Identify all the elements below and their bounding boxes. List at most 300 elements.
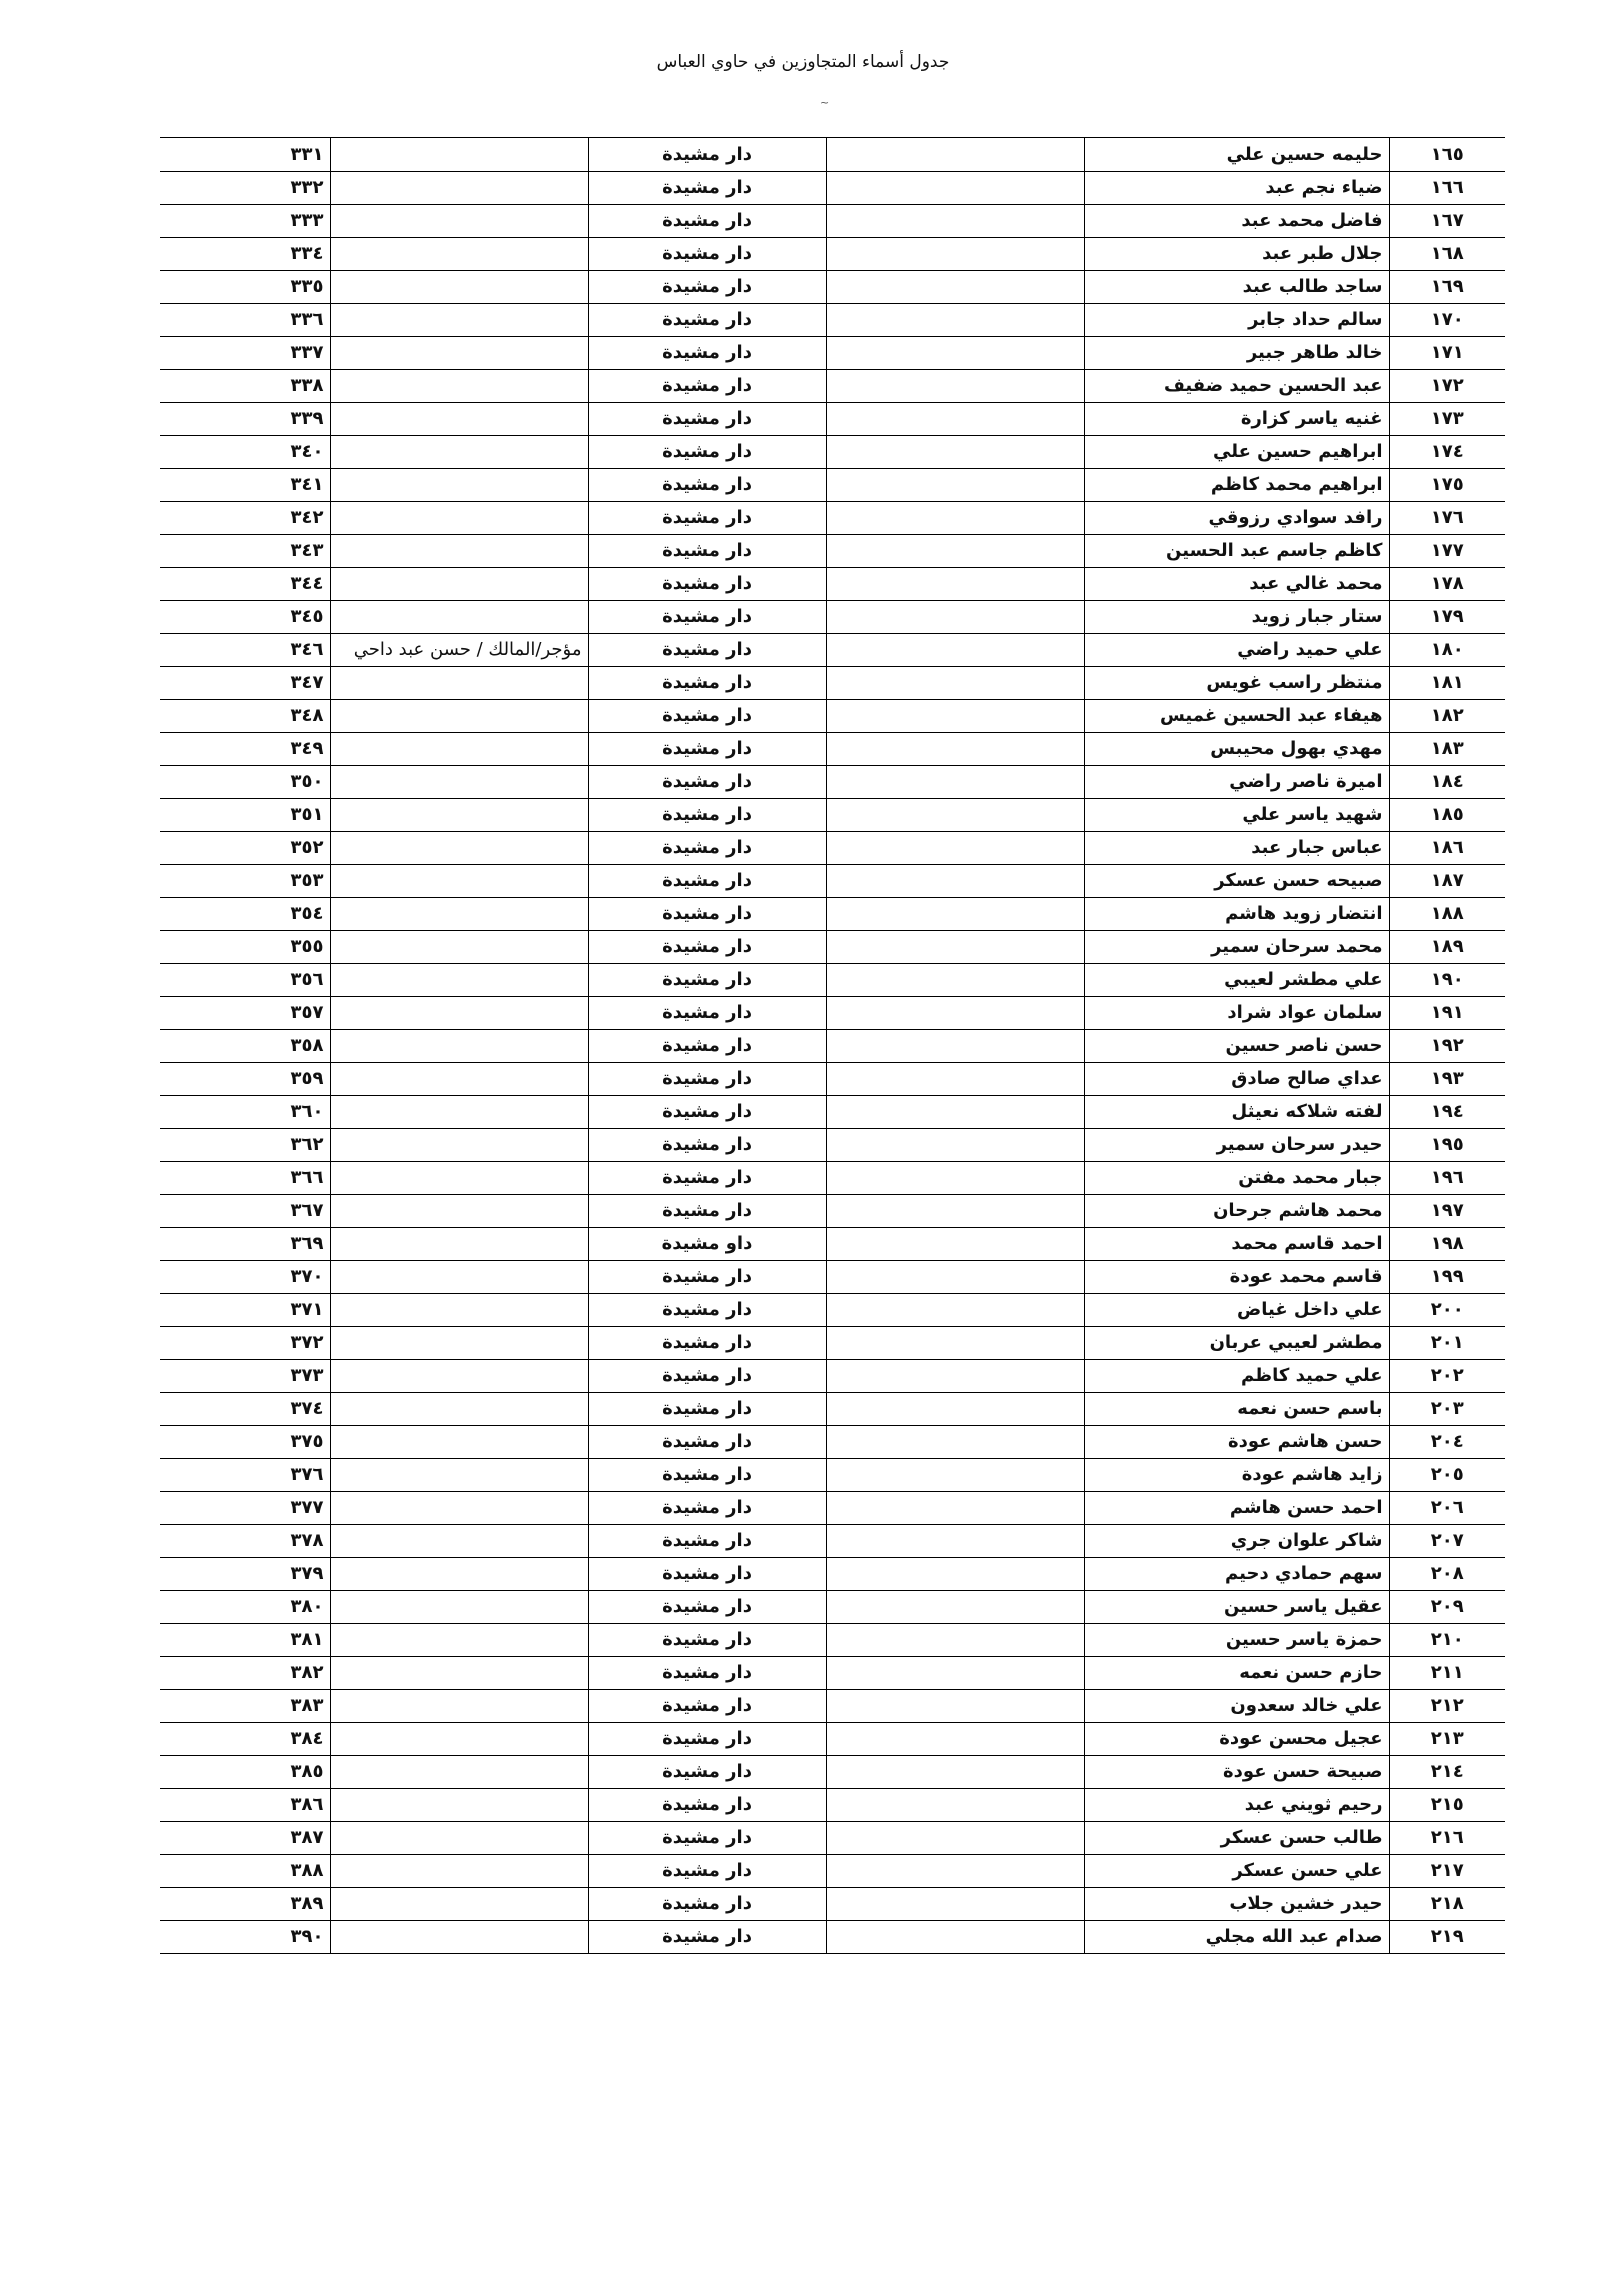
property-type: دار مشيدة xyxy=(588,732,826,765)
person-name: علي داخل غياض xyxy=(1084,1293,1389,1326)
table-row xyxy=(160,1524,1505,1557)
property-type: دار مشيدة xyxy=(588,336,826,369)
left-record-number: ٣٨٨ xyxy=(160,1854,330,1887)
table-row xyxy=(160,1359,1505,1392)
right-record-number: ٢١١ xyxy=(1389,1656,1505,1689)
empty-cell xyxy=(826,1689,1084,1722)
note-cell xyxy=(330,600,588,633)
table-row xyxy=(160,699,1505,732)
property-type: دار مشيدة xyxy=(588,1260,826,1293)
table-row xyxy=(160,435,1505,468)
table-row xyxy=(160,303,1505,336)
right-record-number: ١٩٧ xyxy=(1389,1194,1505,1227)
right-record-number: ٢٠٣ xyxy=(1389,1392,1505,1425)
table-row xyxy=(160,996,1505,1029)
empty-cell xyxy=(826,1887,1084,1920)
title-mark: ~ xyxy=(820,96,830,109)
property-type: داو مشيدة xyxy=(588,1227,826,1260)
records-table-body xyxy=(160,138,1505,1953)
note-cell xyxy=(330,501,588,534)
person-name: حليمه حسين علي xyxy=(1084,138,1389,171)
left-record-number: ٣٣٦ xyxy=(160,303,330,336)
right-record-number: ٢١٩ xyxy=(1389,1920,1505,1953)
table-row xyxy=(160,1590,1505,1623)
person-name: علي خالد سعدون xyxy=(1084,1689,1389,1722)
note-cell xyxy=(330,1656,588,1689)
left-record-number: ٣٥٥ xyxy=(160,930,330,963)
property-type: دار مشيدة xyxy=(588,666,826,699)
person-name: اميرة ناصر راضي xyxy=(1084,765,1389,798)
empty-cell xyxy=(826,633,1084,666)
note-cell xyxy=(330,1788,588,1821)
table-row xyxy=(160,1788,1505,1821)
property-type: دار مشيدة xyxy=(588,1095,826,1128)
right-record-number: ١٧٥ xyxy=(1389,468,1505,501)
note-cell xyxy=(330,1689,588,1722)
property-type: دار مشيدة xyxy=(588,1920,826,1953)
property-type: دار مشيدة xyxy=(588,930,826,963)
table-row xyxy=(160,1821,1505,1854)
person-name: سالم حداد جابر xyxy=(1084,303,1389,336)
left-record-number: ٣٦٦ xyxy=(160,1161,330,1194)
left-record-number: ٣٣٥ xyxy=(160,270,330,303)
right-record-number: ٢٠٩ xyxy=(1389,1590,1505,1623)
property-type: دار مشيدة xyxy=(588,1392,826,1425)
left-record-number: ٣٣٩ xyxy=(160,402,330,435)
left-record-number: ٣٤٧ xyxy=(160,666,330,699)
empty-cell xyxy=(826,1326,1084,1359)
empty-cell xyxy=(826,171,1084,204)
right-record-number: ١٨٦ xyxy=(1389,831,1505,864)
table-row xyxy=(160,138,1505,171)
records-table xyxy=(160,138,1505,1954)
note-cell: مؤجر/المالك / حسن عبد داحي xyxy=(330,633,588,666)
note-cell xyxy=(330,798,588,831)
empty-cell xyxy=(826,270,1084,303)
right-record-number: ٢٠٢ xyxy=(1389,1359,1505,1392)
empty-cell xyxy=(826,1854,1084,1887)
table-row xyxy=(160,1656,1505,1689)
table-row xyxy=(160,567,1505,600)
left-record-number: ٣٧٨ xyxy=(160,1524,330,1557)
empty-cell xyxy=(826,1722,1084,1755)
empty-cell xyxy=(826,1557,1084,1590)
person-name: عباس جبار عبد xyxy=(1084,831,1389,864)
person-name: لفته شلاكه نعيثل xyxy=(1084,1095,1389,1128)
left-record-number: ٣٥٧ xyxy=(160,996,330,1029)
empty-cell xyxy=(826,369,1084,402)
note-cell xyxy=(330,732,588,765)
empty-cell xyxy=(826,1458,1084,1491)
table-row xyxy=(160,1689,1505,1722)
empty-cell xyxy=(826,732,1084,765)
property-type: دار مشيدة xyxy=(588,369,826,402)
right-record-number: ١٨٩ xyxy=(1389,930,1505,963)
property-type: دار مشيدة xyxy=(588,765,826,798)
person-name: عقيل ياسر حسين xyxy=(1084,1590,1389,1623)
table-row xyxy=(160,171,1505,204)
empty-cell xyxy=(826,138,1084,171)
left-record-number: ٣٧٣ xyxy=(160,1359,330,1392)
property-type: دار مشيدة xyxy=(588,798,826,831)
left-record-number: ٣٥٨ xyxy=(160,1029,330,1062)
table-row xyxy=(160,1755,1505,1788)
note-cell xyxy=(330,567,588,600)
note-cell xyxy=(330,1293,588,1326)
note-cell xyxy=(330,1062,588,1095)
left-record-number: ٣٥١ xyxy=(160,798,330,831)
property-type: دار مشيدة xyxy=(588,1458,826,1491)
empty-cell xyxy=(826,237,1084,270)
note-cell xyxy=(330,1887,588,1920)
right-record-number: ٢٠٦ xyxy=(1389,1491,1505,1524)
property-type: دار مشيدة xyxy=(588,1128,826,1161)
empty-cell xyxy=(826,1656,1084,1689)
right-record-number: ٢١٢ xyxy=(1389,1689,1505,1722)
note-cell xyxy=(330,1359,588,1392)
left-record-number: ٣٨٤ xyxy=(160,1722,330,1755)
person-name: عبد الحسين حميد ضفيف xyxy=(1084,369,1389,402)
property-type: دار مشيدة xyxy=(588,831,826,864)
empty-cell xyxy=(826,468,1084,501)
right-record-number: ١٧١ xyxy=(1389,336,1505,369)
table-row xyxy=(160,963,1505,996)
person-name: عجيل محسن عودة xyxy=(1084,1722,1389,1755)
property-type: دار مشيدة xyxy=(588,204,826,237)
property-type: دار مشيدة xyxy=(588,567,826,600)
empty-cell xyxy=(826,699,1084,732)
right-record-number: ١٨٠ xyxy=(1389,633,1505,666)
empty-cell xyxy=(826,1128,1084,1161)
property-type: دار مشيدة xyxy=(588,1359,826,1392)
empty-cell xyxy=(826,798,1084,831)
property-type: دار مشيدة xyxy=(588,1524,826,1557)
note-cell xyxy=(330,897,588,930)
table-row xyxy=(160,402,1505,435)
note-cell xyxy=(330,1557,588,1590)
left-record-number: ٣٥٩ xyxy=(160,1062,330,1095)
empty-cell xyxy=(826,567,1084,600)
left-record-number: ٣٣٣ xyxy=(160,204,330,237)
property-type: دار مشيدة xyxy=(588,270,826,303)
right-record-number: ٢٠١ xyxy=(1389,1326,1505,1359)
left-record-number: ٣٨٥ xyxy=(160,1755,330,1788)
note-cell xyxy=(330,1128,588,1161)
property-type: دار مشيدة xyxy=(588,1590,826,1623)
note-cell xyxy=(330,1590,588,1623)
right-record-number: ١٨٤ xyxy=(1389,765,1505,798)
person-name: زايد هاشم عودة xyxy=(1084,1458,1389,1491)
person-name: علي حميد راضي xyxy=(1084,633,1389,666)
note-cell xyxy=(330,1722,588,1755)
records-table-wrapper xyxy=(160,137,1505,2150)
note-cell xyxy=(330,930,588,963)
left-record-number: ٣٦٧ xyxy=(160,1194,330,1227)
property-type: دار مشيدة xyxy=(588,1689,826,1722)
table-row xyxy=(160,534,1505,567)
person-name: ابراهيم محمد كاظم xyxy=(1084,468,1389,501)
empty-cell xyxy=(826,600,1084,633)
right-record-number: ١٩٥ xyxy=(1389,1128,1505,1161)
property-type: دار مشيدة xyxy=(588,864,826,897)
property-type: دار مشيدة xyxy=(588,468,826,501)
property-type: دار مشيدة xyxy=(588,1293,826,1326)
property-type: دار مشيدة xyxy=(588,1062,826,1095)
table-row xyxy=(160,1161,1505,1194)
property-type: دار مشيدة xyxy=(588,1194,826,1227)
note-cell xyxy=(330,1392,588,1425)
left-record-number: ٣٤٣ xyxy=(160,534,330,567)
empty-cell xyxy=(826,1491,1084,1524)
empty-cell xyxy=(826,534,1084,567)
empty-cell xyxy=(826,435,1084,468)
property-type: دار مشيدة xyxy=(588,501,826,534)
table-row xyxy=(160,1425,1505,1458)
property-type: دار مشيدة xyxy=(588,402,826,435)
person-name: باسم حسن نعمه xyxy=(1084,1392,1389,1425)
table-row xyxy=(160,930,1505,963)
table-row xyxy=(160,1062,1505,1095)
note-cell xyxy=(330,1260,588,1293)
person-name: ضياء نجم عبد xyxy=(1084,171,1389,204)
note-cell xyxy=(330,1623,588,1656)
left-record-number: ٣٣٧ xyxy=(160,336,330,369)
property-type: دار مشيدة xyxy=(588,1491,826,1524)
note-cell xyxy=(330,534,588,567)
right-record-number: ١٦٧ xyxy=(1389,204,1505,237)
person-name: سلمان عواد شراد xyxy=(1084,996,1389,1029)
right-record-number: ٢١٧ xyxy=(1389,1854,1505,1887)
note-cell xyxy=(330,369,588,402)
person-name: محمد هاشم جرحان xyxy=(1084,1194,1389,1227)
right-record-number: ٢٠٧ xyxy=(1389,1524,1505,1557)
empty-cell xyxy=(826,963,1084,996)
left-record-number: ٣٤٤ xyxy=(160,567,330,600)
property-type: دار مشيدة xyxy=(588,1854,826,1887)
right-record-number: ١٩٨ xyxy=(1389,1227,1505,1260)
empty-cell xyxy=(826,1788,1084,1821)
table-row xyxy=(160,831,1505,864)
table-row xyxy=(160,1194,1505,1227)
note-cell xyxy=(330,270,588,303)
right-record-number: ١٧٢ xyxy=(1389,369,1505,402)
property-type: دار مشيدة xyxy=(588,1623,826,1656)
left-record-number: ٣٥٠ xyxy=(160,765,330,798)
property-type: دار مشيدة xyxy=(588,1425,826,1458)
person-name: علي حسن عسكر xyxy=(1084,1854,1389,1887)
table-row xyxy=(160,1029,1505,1062)
note-cell xyxy=(330,831,588,864)
person-name: سهم حمادي دحيم xyxy=(1084,1557,1389,1590)
empty-cell xyxy=(826,501,1084,534)
right-record-number: ٢٠٥ xyxy=(1389,1458,1505,1491)
left-record-number: ٣٧١ xyxy=(160,1293,330,1326)
person-name: ساجد طالب عبد xyxy=(1084,270,1389,303)
note-cell xyxy=(330,402,588,435)
right-record-number: ٢١٥ xyxy=(1389,1788,1505,1821)
table-row xyxy=(160,666,1505,699)
right-record-number: ١٨٢ xyxy=(1389,699,1505,732)
property-type: دار مشيدة xyxy=(588,534,826,567)
table-row xyxy=(160,1227,1505,1260)
table-row xyxy=(160,864,1505,897)
empty-cell xyxy=(826,1293,1084,1326)
right-record-number: ١٦٩ xyxy=(1389,270,1505,303)
right-record-number: ٢١٣ xyxy=(1389,1722,1505,1755)
note-cell xyxy=(330,1095,588,1128)
table-row xyxy=(160,1557,1505,1590)
property-type: دار مشيدة xyxy=(588,963,826,996)
person-name: قاسم محمد عودة xyxy=(1084,1260,1389,1293)
right-record-number: ١٧٧ xyxy=(1389,534,1505,567)
note-cell xyxy=(330,1425,588,1458)
left-record-number: ٣٤٠ xyxy=(160,435,330,468)
note-cell xyxy=(330,765,588,798)
note-cell xyxy=(330,1524,588,1557)
person-name: محمد غالي عبد xyxy=(1084,567,1389,600)
person-name: طالب حسن عسكر xyxy=(1084,1821,1389,1854)
table-row xyxy=(160,1260,1505,1293)
property-type: دار مشيدة xyxy=(588,1326,826,1359)
empty-cell xyxy=(826,1260,1084,1293)
note-cell xyxy=(330,303,588,336)
left-record-number: ٣٧٦ xyxy=(160,1458,330,1491)
person-name: احمد حسن هاشم xyxy=(1084,1491,1389,1524)
table-row xyxy=(160,1491,1505,1524)
note-cell xyxy=(330,1227,588,1260)
left-record-number: ٣٣٤ xyxy=(160,237,330,270)
left-record-number: ٣٨٢ xyxy=(160,1656,330,1689)
right-record-number: ٢١٤ xyxy=(1389,1755,1505,1788)
person-name: فاضل محمد عبد xyxy=(1084,204,1389,237)
table-row xyxy=(160,798,1505,831)
empty-cell xyxy=(826,864,1084,897)
property-type: دار مشيدة xyxy=(588,996,826,1029)
person-name: غنيه ياسر كزارة xyxy=(1084,402,1389,435)
note-cell xyxy=(330,468,588,501)
right-record-number: ٢١٠ xyxy=(1389,1623,1505,1656)
note-cell xyxy=(330,1458,588,1491)
left-record-number: ٣٥٦ xyxy=(160,963,330,996)
person-name: حمزة ياسر حسين xyxy=(1084,1623,1389,1656)
left-record-number: ٣٦٠ xyxy=(160,1095,330,1128)
left-record-number: ٣٧٥ xyxy=(160,1425,330,1458)
empty-cell xyxy=(826,1821,1084,1854)
empty-cell xyxy=(826,765,1084,798)
note-cell xyxy=(330,699,588,732)
left-record-number: ٣٧٤ xyxy=(160,1392,330,1425)
note-cell xyxy=(330,666,588,699)
left-record-number: ٣٧٧ xyxy=(160,1491,330,1524)
right-record-number: ١٩٩ xyxy=(1389,1260,1505,1293)
empty-cell xyxy=(826,303,1084,336)
property-type: دار مشيدة xyxy=(588,633,826,666)
empty-cell xyxy=(826,897,1084,930)
person-name: مطشر لعيبي عربان xyxy=(1084,1326,1389,1359)
person-name: انتضار زويد هاشم xyxy=(1084,897,1389,930)
table-row xyxy=(160,1392,1505,1425)
table-row xyxy=(160,369,1505,402)
empty-cell xyxy=(826,1623,1084,1656)
left-record-number: ٣٣١ xyxy=(160,138,330,171)
empty-cell xyxy=(826,831,1084,864)
property-type: دار مشيدة xyxy=(588,1755,826,1788)
table-row xyxy=(160,633,1505,666)
right-record-number: ١٩٢ xyxy=(1389,1029,1505,1062)
person-name: صبيحه حسن عسكر xyxy=(1084,864,1389,897)
table-row xyxy=(160,1458,1505,1491)
person-name: ستار جبار زويد xyxy=(1084,600,1389,633)
left-record-number: ٣٤٦ xyxy=(160,633,330,666)
table-row xyxy=(160,270,1505,303)
person-name: ابراهيم حسين علي xyxy=(1084,435,1389,468)
right-record-number: ١٨٣ xyxy=(1389,732,1505,765)
right-record-number: ١٨٥ xyxy=(1389,798,1505,831)
right-record-number: ١٧٦ xyxy=(1389,501,1505,534)
left-record-number: ٣٨٣ xyxy=(160,1689,330,1722)
left-record-number: ٣٧٢ xyxy=(160,1326,330,1359)
person-name: علي حميد كاظم xyxy=(1084,1359,1389,1392)
note-cell xyxy=(330,1194,588,1227)
table-row xyxy=(160,1128,1505,1161)
left-record-number: ٣٤١ xyxy=(160,468,330,501)
person-name: احمد قاسم محمد xyxy=(1084,1227,1389,1260)
note-cell xyxy=(330,1854,588,1887)
person-name: صبيحة حسن عودة xyxy=(1084,1755,1389,1788)
right-record-number: ١٧٩ xyxy=(1389,600,1505,633)
left-record-number: ٣٤٢ xyxy=(160,501,330,534)
empty-cell xyxy=(826,336,1084,369)
right-record-number: ١٦٥ xyxy=(1389,138,1505,171)
empty-cell xyxy=(826,666,1084,699)
property-type: دار مشيدة xyxy=(588,138,826,171)
person-name: صدام عبد الله مجلي xyxy=(1084,1920,1389,1953)
note-cell xyxy=(330,171,588,204)
person-name: حازم حسن نعمه xyxy=(1084,1656,1389,1689)
document-title: جدول أسماء المتجاوزين في حاوي العباس xyxy=(656,52,950,72)
property-type: دار مشيدة xyxy=(588,1821,826,1854)
right-record-number: ٢٠٨ xyxy=(1389,1557,1505,1590)
right-record-number: ١٨٨ xyxy=(1389,897,1505,930)
empty-cell xyxy=(826,996,1084,1029)
property-type: دار مشيدة xyxy=(588,600,826,633)
person-name: مهدي بهول محيبس xyxy=(1084,732,1389,765)
right-record-number: ٢٠٠ xyxy=(1389,1293,1505,1326)
table-row xyxy=(160,1293,1505,1326)
left-record-number: ٣٧٩ xyxy=(160,1557,330,1590)
empty-cell xyxy=(826,1095,1084,1128)
left-record-number: ٣٦٩ xyxy=(160,1227,330,1260)
empty-cell xyxy=(826,402,1084,435)
person-name: رافد سوادي رزوقي xyxy=(1084,501,1389,534)
person-name: جبار محمد مفتن xyxy=(1084,1161,1389,1194)
right-record-number: ١٧٨ xyxy=(1389,567,1505,600)
note-cell xyxy=(330,1821,588,1854)
right-record-number: ١٦٦ xyxy=(1389,171,1505,204)
note-cell xyxy=(330,963,588,996)
empty-cell xyxy=(826,1392,1084,1425)
table-row xyxy=(160,1854,1505,1887)
table-row xyxy=(160,765,1505,798)
left-record-number: ٣٨٧ xyxy=(160,1821,330,1854)
note-cell xyxy=(330,1755,588,1788)
table-row xyxy=(160,1095,1505,1128)
table-row xyxy=(160,600,1505,633)
person-name: حيدر سرحان سمير xyxy=(1084,1128,1389,1161)
person-name: شهيد ياسر علي xyxy=(1084,798,1389,831)
property-type: دار مشيدة xyxy=(588,1656,826,1689)
empty-cell xyxy=(826,1227,1084,1260)
